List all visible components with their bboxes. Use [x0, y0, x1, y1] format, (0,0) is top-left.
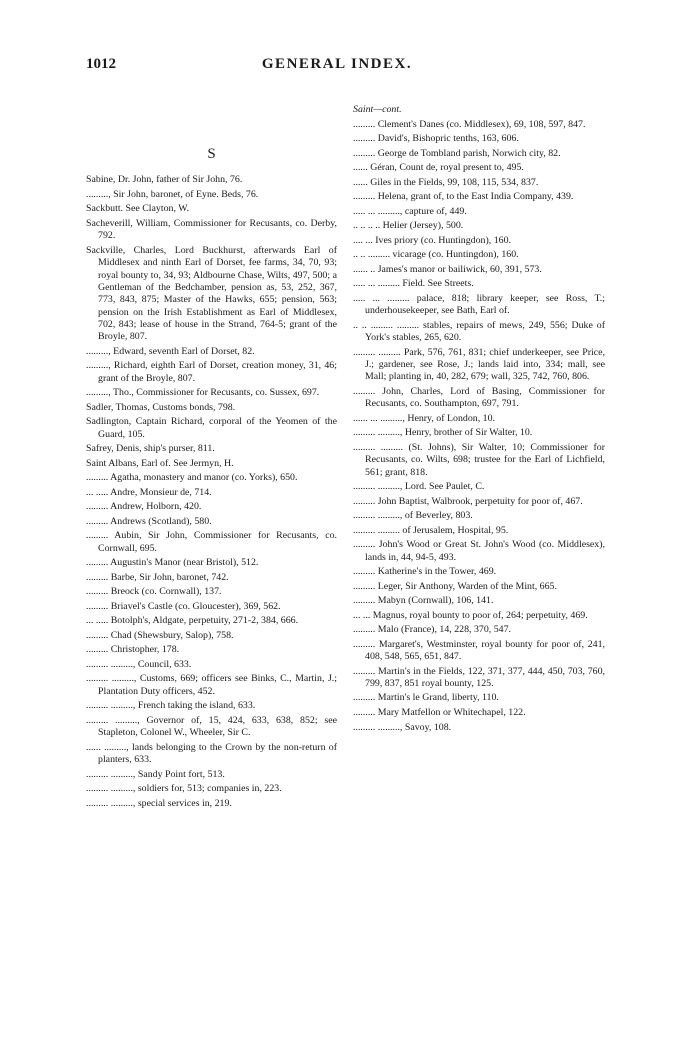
index-entry: .... ... Ives priory (co. Huntingdon), 160.	[353, 234, 511, 246]
index-entry: ......... John's Wood or Great St. John's Wood (co. Middlesex), lands in, 44, 94-5, 493.	[353, 539, 605, 563]
index-entry: ......... Martin's le Grand, liberty, 110.	[353, 692, 499, 704]
index-entry: ......... Andrew, Holborn, 420.	[86, 501, 202, 513]
index-entry: ........., Tho., Commissioner for Recusants, co. Sussex, 697.	[86, 387, 320, 399]
index-entry: ......... John, Charles, Lord of Basing, Commissioner for Recusants, co. Southampton, 697, 791.	[353, 385, 605, 410]
index-entry: ..... ... ......... Field. See Streets.	[353, 278, 474, 290]
index-entry: Sadler, Thomas, Customs bonds, 798.	[86, 401, 236, 413]
index-entry: Saint Albans, Earl of. See Jermyn, H.	[86, 457, 234, 469]
index-entry: ......... John Baptist, Walbrook, perpetuity for poor of, 467.	[353, 495, 583, 507]
index-entry: .. .. ......... vicarage (co. Huntingdon), 160.	[353, 249, 519, 261]
index-entry: ......... ........., Lord. See Paulet, C.	[353, 481, 485, 493]
index-entry: Sadlington, Captain Richard, corporal of the Yeomen of the Guard, 105.	[86, 416, 337, 440]
index-entry: ......... ........., Sandy Point fort, 513.	[86, 768, 225, 780]
index-entry: ......... ........., of Beverley, 803.	[353, 510, 473, 522]
index-entry: ......... ......... (St. Johns), Sir Walter, 10; Commissioner for Recusants, co. Wilts, 698; trustee for the Earl of Lichfield, 561; grant, 818.	[353, 441, 605, 478]
index-entry: ......... ........., Council, 633.	[86, 658, 192, 670]
right-column	[353, 104, 605, 736]
index-entry: ..... ... ........., capture of, 449.	[353, 205, 467, 217]
index-entry: ......... ......... Park, 576, 761, 831; chief underkeeper, see Price, J.; gardener, see Rose, J.; lands laid into, 334; mall, see Mall; planting in, 40, 282, 679; wall, 325, 742, 760, 806.	[353, 346, 605, 383]
index-entry: ......... ......... of Jerusalem, Hospital, 95.	[353, 524, 509, 536]
index-entry: ... ... Magnus, royal bounty to poor of, 264; perpetuity, 469.	[353, 609, 588, 621]
index-entry: ......... Christopher, 178.	[86, 644, 180, 656]
page-number: 1012	[86, 56, 116, 72]
index-entry: ......... George de Tombland parish, Norwich city, 82.	[353, 147, 561, 159]
index-entry: ......... Barbe, Sir John, baronet, 742.	[86, 571, 229, 583]
index-entry: ........., Sir John, baronet, of Eyne. Beds, 76.	[86, 188, 259, 200]
index-entry: ......... ........., special services in, 219.	[86, 797, 232, 809]
left-entry-list	[86, 174, 337, 810]
index-entry: ... ..... Andre, Monsieur de, 714.	[86, 486, 212, 498]
index-entry: ......... Mary Matfellon or Whitechapel, 122.	[353, 706, 526, 718]
index-entry: ......... Helena, grant of, to the East India Company, 439.	[353, 191, 574, 203]
index-entry: ......... ........., Henry, brother of Sir Walter, 10.	[353, 427, 533, 439]
continuation-heading: Saint—cont.	[353, 104, 402, 115]
index-entry: ......... ........., Governor of, 15, 424, 633, 638, 852; see Stapleton, Colonel W., Wheeler, Sir C.	[86, 714, 337, 739]
index-entry: ......... ........., soldiers for, 513; companies in, 223.	[86, 783, 282, 795]
index-entry: ........., Edward, seventh Earl of Dorset, 82.	[86, 345, 255, 357]
index-entry: ... ..... Botolph's, Aldgate, perpetuity, 271-2, 384, 666.	[86, 615, 299, 627]
index-entry: Sabine, Dr. John, father of Sir John, 76.	[86, 174, 243, 186]
index-entry: ......... Augustin's Manor (near Bristol), 512.	[86, 557, 259, 569]
index-entry: ...... Géran, Count de, royal present to, 495.	[353, 162, 524, 174]
index-entry: .. .. .. .. Helier (Jersey), 500.	[353, 220, 464, 232]
index-entry: ......... David's, Bishopric tenths, 163, 606.	[353, 133, 519, 145]
index-entry: ...... .. James's manor or bailiwick, 60, 391, 573.	[353, 263, 542, 275]
index-entry: ......... ........., Customs, 669; officers see Binks, C., Martin, J.; Plantation Duty officers, 452.	[86, 673, 337, 697]
index-entry: ......... Malo (France), 14, 228, 370, 547.	[353, 624, 511, 636]
index-entry: ......... Breock (co. Cornwall), 137.	[86, 586, 222, 598]
index-entry: ..... ... ......... palace, 818; library keeper, see Ross, T.; underhousekeeper, see Bath, Earl of.	[353, 292, 605, 317]
index-entry: .. .. ......... ......... stables, repairs of mews, 249, 556; Duke of York's stables, 265, 620.	[353, 319, 605, 344]
index-entry: ......... Katherine's in the Tower, 469.	[353, 566, 497, 578]
index-entry: ........., Richard, eighth Earl of Dorset, creation money, 31, 46; grant of the Broyle, 807.	[86, 360, 337, 384]
index-entry: ......... Margaret's, Westminster, royal bounty for poor of, 241, 408, 548, 565, 651, 847.	[353, 638, 605, 663]
index-entry: ......... Martin's in the Fields, 122, 371, 377, 444, 450, 703, 760, 799, 837, 851 royal bounty, 125.	[353, 665, 605, 689]
index-entry: Safrey, Denis, ship's purser, 811.	[86, 443, 215, 455]
index-entry: Sackville, Charles, Lord Buckhurst, afterwards Earl of Middlesex and ninth Earl of Dorset, fee farms, 34, 70, 93; royal bounty to, 34, 93; Aldbourne Chase, Wilts, 497, 500; a Gentleman of the Bedchamber, pension as, 53, 252, 367, 773, 843, 875; Master of the Hawks, 655; pension, 563; pension on the Irish Establishment as Earl of Middlesex, 702, 843; lease of house in the Strand, 764-5; grant of the Broyle, 807.	[86, 244, 337, 343]
index-entry: ......... Leger, Sir Anthony, Warden of the Mint, 665.	[353, 580, 557, 592]
index-entry: ...... Giles in the Fields, 99, 108, 115, 534, 837.	[353, 176, 539, 188]
index-entry: ......... Briavel's Castle (co. Gloucester), 369, 562.	[86, 600, 281, 612]
index-entry: ......... Mabyn (Cornwall), 106, 141.	[353, 595, 494, 607]
index-entry: Sackbutt. See Clayton, W.	[86, 203, 190, 215]
index-entry: ......... Clement's Danes (co. Middlesex), 69, 108, 597, 847.	[353, 118, 586, 130]
index-entry: Sacheverill, William, Commissioner for Recusants, co. Derby, 792.	[86, 217, 337, 242]
index-entry: ...... ........., lands belonging to the Crown by the non-return of planters, 633.	[86, 741, 337, 766]
page-title: GENERAL INDEX.	[261, 56, 413, 72]
index-entry: ......... Agatha, monastery and manor (co. Yorks), 650.	[86, 472, 298, 484]
section-letter: S	[207, 146, 216, 162]
index-entry: ......... ........., French taking the island, 633.	[86, 700, 256, 712]
index-entry: ......... Andrews (Scotland), 580.	[86, 515, 212, 527]
left-column	[86, 104, 337, 812]
index-entry: ...... ... ........., Henry, of London, 10.	[353, 412, 495, 424]
index-entry: ......... Aubin, Sir John, Commissioner for Recusants, co. Cornwall, 695.	[86, 530, 337, 554]
right-entry-list	[353, 119, 605, 734]
index-entry: ......... Chad (Shewsbury, Salop), 758.	[86, 629, 234, 641]
index-entry: ......... ........., Savoy, 108.	[353, 721, 452, 733]
